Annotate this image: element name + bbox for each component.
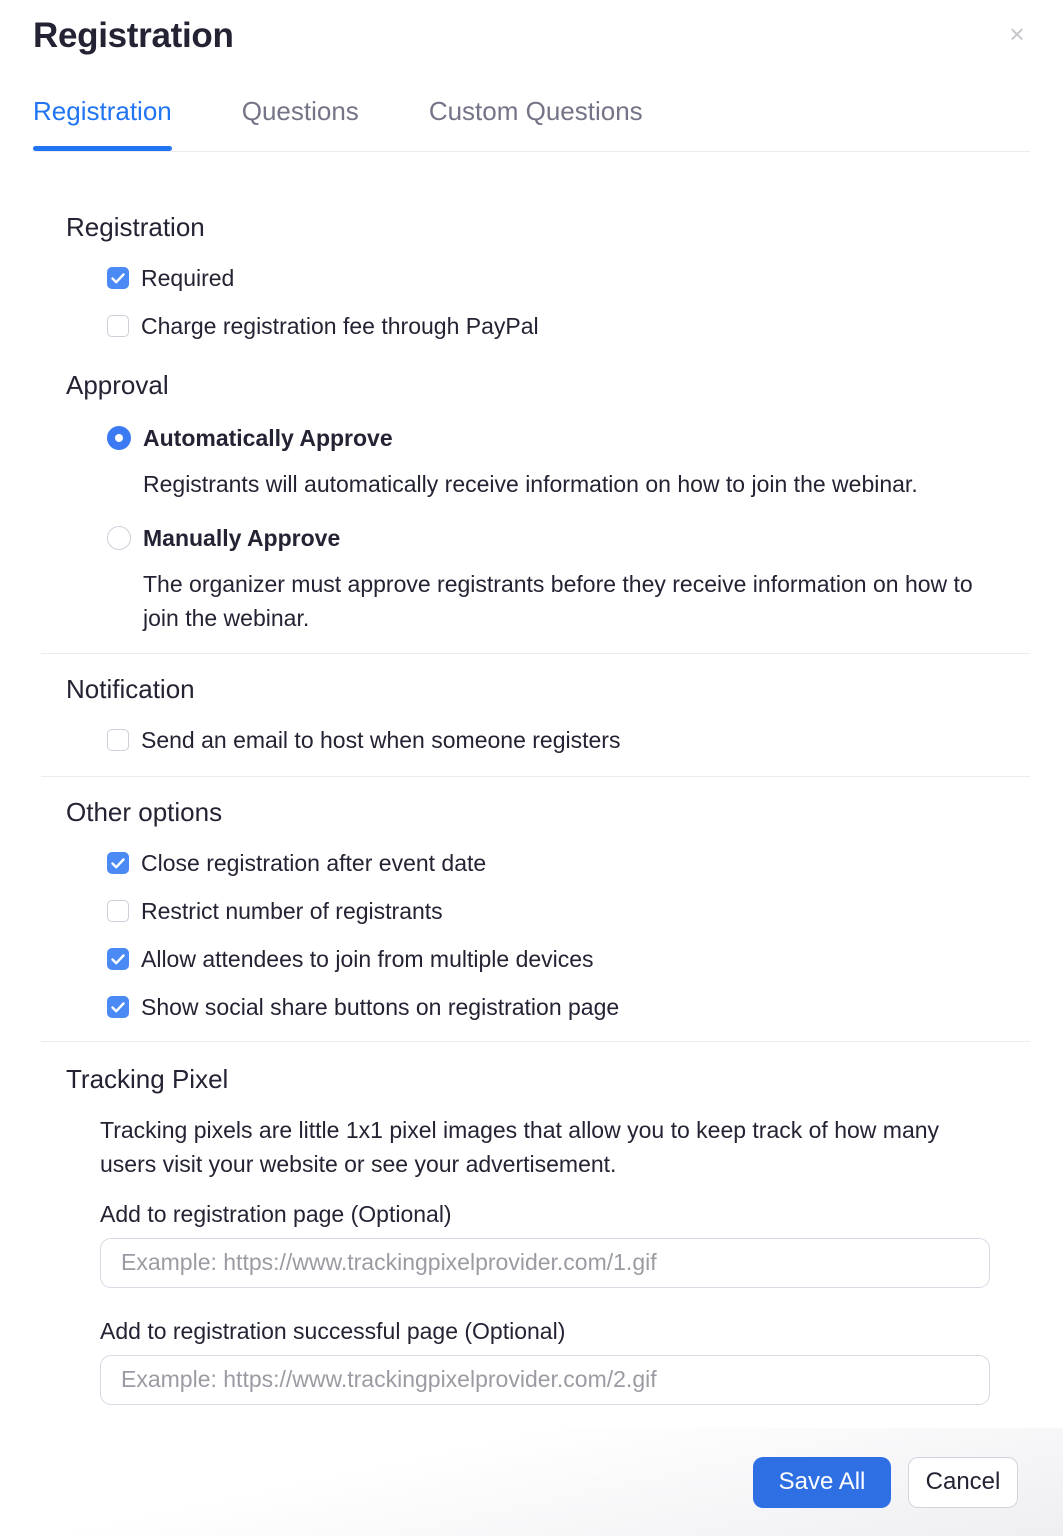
option-label[interactable]: Allow attendees to join from multiple devices <box>141 945 594 972</box>
registration-page-pixel-input[interactable] <box>100 1238 990 1288</box>
option-label[interactable]: Automatically Approve <box>143 424 393 451</box>
radio-automatically-approve[interactable] <box>107 426 131 450</box>
checkbox-multiple-devices[interactable] <box>107 948 129 970</box>
section-heading-approval: Approval <box>66 369 169 400</box>
option-label[interactable]: Required <box>141 264 235 291</box>
option-multiple-devices <box>107 946 1030 973</box>
check-icon <box>111 1002 125 1013</box>
field-label-registration-successful-page: Add to registration successful page (Optional) <box>100 1317 566 1344</box>
checkbox-email-host[interactable] <box>107 729 129 751</box>
option-label[interactable]: Close registration after event date <box>141 849 487 876</box>
close-icon[interactable]: × <box>1001 18 1033 50</box>
section-heading-notification: Notification <box>66 673 195 704</box>
option-label[interactable]: Manually Approve <box>143 524 341 551</box>
cancel-button[interactable]: Cancel <box>908 1457 1018 1508</box>
notification-options <box>33 727 1030 754</box>
option-automatically-approve <box>107 425 1030 452</box>
option-description: The organizer must approve registrants before they receive information on how to join the webinar. <box>143 570 973 631</box>
modal-title: Registration <box>33 16 234 55</box>
checkbox-paypal-fee[interactable] <box>107 315 129 337</box>
option-label[interactable]: Restrict number of registrants <box>141 897 443 924</box>
tracking-pixel-description: Tracking pixels are little 1x1 pixel images that allow you to keep track of how many users visit your website or see your advertisement. <box>100 1116 940 1177</box>
section-heading-tracking-pixel: Tracking Pixel <box>66 1063 229 1094</box>
option-paypal-fee <box>107 313 1030 340</box>
option-label[interactable]: Show social share buttons on registration page <box>141 993 620 1020</box>
checkbox-close-registration[interactable] <box>107 852 129 874</box>
check-icon <box>111 858 125 869</box>
modal-footer <box>0 1428 1063 1536</box>
option-close-registration <box>107 850 1030 877</box>
other-options <box>33 850 1030 1021</box>
check-icon <box>111 273 125 284</box>
section-divider <box>41 1041 1030 1042</box>
tab-custom-questions[interactable]: Custom Questions <box>428 95 643 126</box>
section-divider <box>41 776 1030 777</box>
option-manually-approve <box>107 525 1030 552</box>
checkbox-restrict-registrants[interactable] <box>107 900 129 922</box>
option-label[interactable]: Send an email to host when someone registers <box>141 726 621 753</box>
option-social-share <box>107 994 1030 1021</box>
tab-bar-rule <box>33 151 1030 152</box>
section-divider <box>41 653 1030 654</box>
modal-content <box>0 212 1063 1405</box>
registration-successful-page-pixel-input[interactable] <box>100 1355 990 1405</box>
option-required <box>107 265 1030 292</box>
tab-questions[interactable]: Questions <box>241 95 359 126</box>
section-heading-registration: Registration <box>66 211 205 242</box>
registration-options <box>33 265 1030 340</box>
tab-registration[interactable]: Registration <box>33 96 172 151</box>
check-icon <box>111 954 125 965</box>
section-heading-other-options: Other options <box>66 796 223 827</box>
tab-bar <box>33 96 1063 151</box>
approval-options <box>33 425 1030 635</box>
checkbox-social-share[interactable] <box>107 996 129 1018</box>
field-label-registration-page: Add to registration page (Optional) <box>100 1200 452 1227</box>
radio-manually-approve[interactable] <box>107 526 131 550</box>
option-description: Registrants will automatically receive information on how to join the webinar. <box>143 470 918 497</box>
option-restrict-registrants <box>107 898 1030 925</box>
save-all-button[interactable]: Save All <box>753 1457 891 1508</box>
checkbox-required[interactable] <box>107 267 129 289</box>
option-email-host <box>107 727 1030 754</box>
option-label[interactable]: Charge registration fee through PayPal <box>141 312 539 339</box>
